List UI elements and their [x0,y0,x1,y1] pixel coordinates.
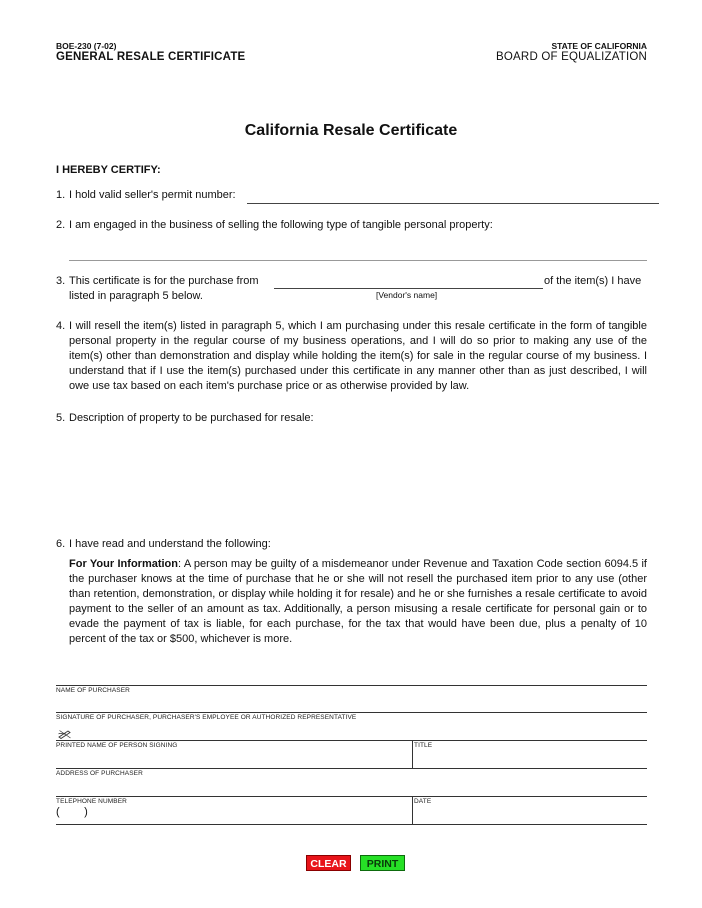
paragraph-4 [56,319,647,394]
paragraph-2 [56,218,647,233]
area-code-parentheses: ( ) [56,806,88,818]
date-field[interactable] [414,805,647,823]
pen-signature-icon [58,726,72,736]
certify-heading: I HEREBY CERTIFY: [56,164,161,176]
divider [56,740,647,741]
state-name: STATE OF CALIFORNIA [551,41,647,51]
form-id: BOE-230 (7-02) [56,41,117,51]
agency-name: BOARD OF EQUALIZATION [496,51,647,63]
paragraph-text: I hold valid seller's permit number: [69,189,236,201]
address-label: ADDRESS OF PURCHASER [56,770,143,777]
paragraph-number: 3. [56,275,66,287]
paragraph-number: 6. [56,538,66,550]
address-field[interactable] [56,777,647,795]
paragraph-number: 1. [56,189,66,201]
sellers-permit-field[interactable] [247,191,659,204]
divider [56,796,647,797]
telephone-field[interactable] [100,805,410,823]
paragraph-number: 2. [56,219,66,231]
telephone-label: TELEPHONE NUMBER [56,798,127,805]
purchaser-name-field[interactable] [56,694,647,712]
purchaser-name-label: NAME OF PURCHASER [56,687,130,694]
print-button[interactable]: PRINT [360,855,405,871]
printed-name-label: PRINTED NAME OF PERSON SIGNING [56,742,178,749]
paragraph-text: I am engaged in the business of selling the following type of tangible personal property: [69,219,493,231]
paragraph-text: Description of property to be purchased for resale: [69,412,314,424]
divider [412,740,413,768]
divider [412,796,413,824]
printed-name-field[interactable] [56,749,410,767]
fyi-text: : A person may be guilty of a misdemeanor under Revenue and Taxation Code section 6094.5 if the purchaser knows at the time of purchase that he or she will not resell the purchased item prior to any use (other than retention, demonstration, or display while holding it for resale) and he or she furnishes a resale certificate to avoid payment to the seller of an amount as tax. Additionally, a person misusing a resale certificate for personal gain or to evade the payment of tax is liable, for each purchase, for the tax that would have been due, plus a penalty of 10 percent of the tax or $500, whichever is more. [69,558,647,645]
paragraph-text: I have read and understand the following: [69,538,271,550]
paragraph-text: This certificate is for the purchase from [69,275,259,287]
fyi-label: For Your Information [69,558,178,570]
vendor-name-field[interactable] [274,276,543,289]
paragraph-6 [56,537,647,552]
paragraph-text: I will resell the item(s) listed in paragraph 5, which I am purchasing under this resale certificate in the form of tangible personal property in the regular course of my business operations, and I will do so prior to making any use of the item(s) other than demonstration and display while holding the item(s) for sale in the regular course of my business. I understand that if I use the item(s) purchased under this certificate in any manner other than as just described, I will owe use tax based on each item's purchase price or as otherwise provided by law. [69,320,647,392]
divider [56,685,647,686]
vendor-name-caption: [Vendor's name] [376,290,438,300]
property-description-field[interactable] [69,430,647,526]
clear-button[interactable]: CLEAR [306,855,351,871]
divider [56,712,647,713]
page-title: California Resale Certificate [244,122,458,139]
paragraph-3-continuation: of the item(s) I have [544,275,642,287]
paragraph-number: 4. [56,320,66,332]
fyi-notice [69,557,647,647]
title-field[interactable] [414,749,647,767]
divider [56,768,647,769]
form-name: GENERAL RESALE CERTIFICATE [56,51,246,63]
paragraph-number: 5. [56,412,66,424]
paragraph-5 [56,411,647,426]
paragraph-3-line2: listed in paragraph 5 below. [69,290,203,302]
divider [56,824,647,825]
property-type-field[interactable] [69,248,647,261]
title-label: TITLE [414,742,433,749]
signature-field[interactable] [80,722,647,740]
signature-label: SIGNATURE OF PURCHASER, PURCHASER'S EMPLOYEE OR AUTHORIZED REPRESENTATIVE [56,714,357,721]
date-label: DATE [414,798,432,805]
